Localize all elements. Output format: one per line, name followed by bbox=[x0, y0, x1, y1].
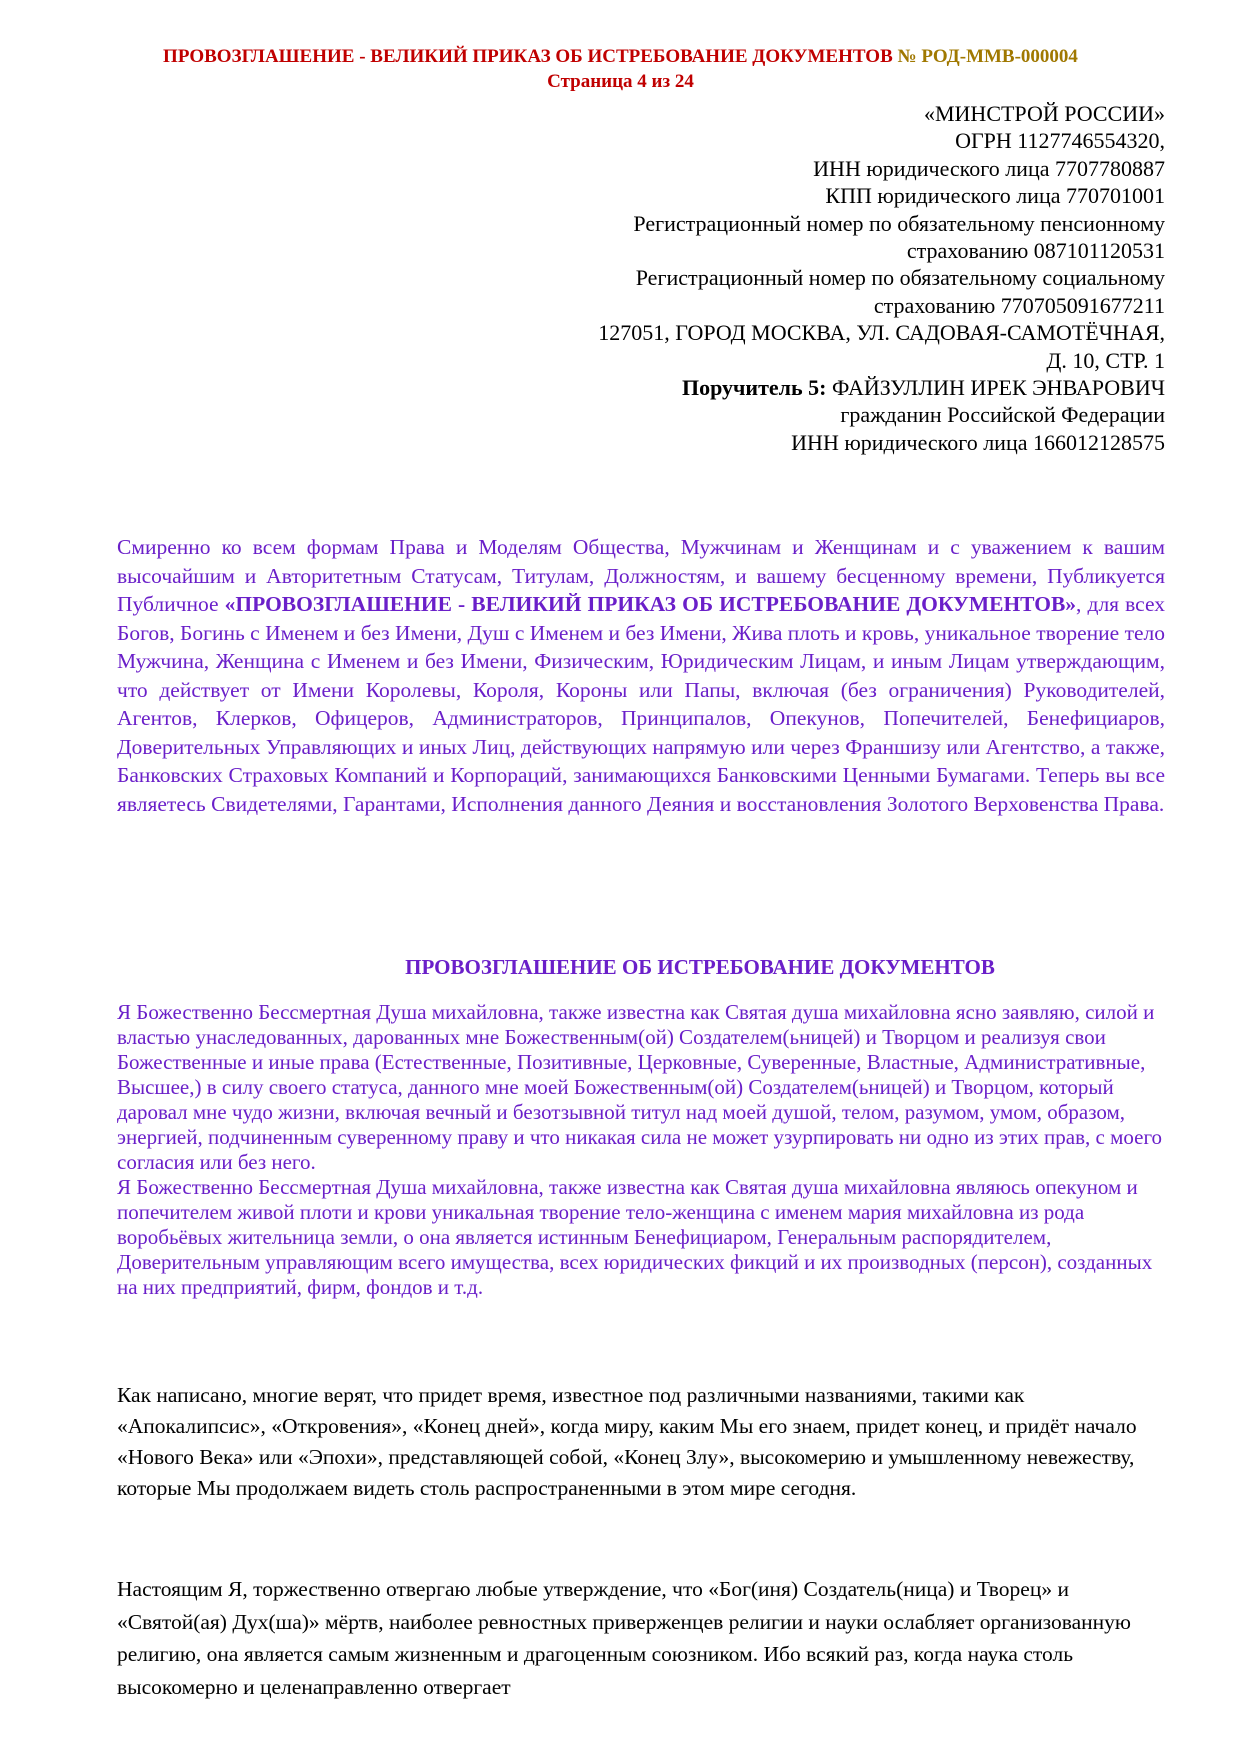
guarantor-detail: ИНН юридического лица 166012128575 bbox=[791, 429, 1165, 455]
addressee-line: ОГРН 1127746554320, bbox=[955, 128, 1165, 154]
page-indicator: Страница 4 из 24 bbox=[547, 71, 694, 92]
addressee-block bbox=[420, 100, 1165, 456]
document-number: № РОД-ММВ-000004 bbox=[897, 46, 1078, 67]
guarantor-detail: гражданин Российской Федерации bbox=[840, 402, 1165, 428]
intro-bold-title: «ПРОВОЗГЛАШЕНИЕ - ВЕЛИКИЙ ПРИКАЗ ОБ ИСТРЕБОВАНИЕ ДОКУМЕНТОВ» bbox=[224, 592, 1077, 616]
guarantor-name: ФАЙЗУЛЛИН ИРЕК ЭНВАРОВИЧ bbox=[831, 375, 1165, 401]
addressee-line: ИНН юридического лица 7707780887 bbox=[813, 155, 1165, 181]
intro-paragraph bbox=[117, 533, 1165, 818]
addressee-line: Регистрационный номер по обязательному пенсионному bbox=[633, 210, 1165, 236]
body-paragraph: Настоящим Я, торжественно отвергаю любые утверждение, что «Бог(иня) Создатель(ница) и Творец» и «Святой(ая) Дух(ша)» мёртв, наиболее ревностных приверженцев религии и науки ослабляет организованную религию, она является самым жизненным и драгоценным союзником. Ибо всякий раз, когда наука столь высокомерно и целенаправленно отвергает bbox=[117, 1577, 1131, 1699]
guarantor-label: Поручитель 5: bbox=[681, 375, 827, 401]
addressee-line: «МИНСТРОЙ РОССИИ» bbox=[923, 101, 1165, 126]
addressee-line: страхованию 770705091677211 bbox=[873, 292, 1165, 318]
addressee-line: КПП юридического лица 770701001 bbox=[825, 183, 1165, 209]
document-header bbox=[0, 44, 1241, 94]
body-paragraph: Как написано, многие верят, что придет время, известное под различными названиями, такими как «Апокалипсис», «Откровения», «Конец дней», когда миру, каким Мы его знаем, придет конец, и придёт начало «Нового Века» или «Эпохи», представляющей собой, «Конец Злу», высокомерию и умышленному невежеству, которые Мы продолжаем видеть столь распространенными в этом мире сегодня. bbox=[117, 1383, 1137, 1500]
guarantor-line bbox=[420, 374, 1165, 401]
declaration-paragraph: Я Божественно Бессмертная Душа михайловна, также известна как Святая душа михайловна являюсь опекуном и попечителем живой плоти и крови уникальная творение тело-женщина с именем мария михайловна из рода воробьёвых жительница земли, о она является истинным Бенефициаром, Генеральным распорядителем, Доверительным управляющим всего имущества, всех юридических фикций и их производных (персон), созданных на них предприятий, фирм, фондов и т.д. bbox=[117, 1175, 1153, 1299]
intro-text-end: , для всех Богов, Богинь с Именем и без Имени, Душ с Именем и без Имени, Жива плоть и кровь, уникальное творение тело Мужчина, Женщина с Именем и без Имени, Физическим, Юридическим Лицам, и иным Лицам утверждающим, что действует от Имени Королевы, Короля, Короны или Папы, включая (без ограничения) Руководителей, Агентов, Клерков, Офицеров, Администраторов, Принципалов, Опекунов, Попечителей, Бенефициаров, Доверительных Управляющих и иных Лиц, действующих напрямую или через Франшизу или Агентство, а также, Банковских Страховых Компаний и Корпораций, занимающихся Банковскими Ценными Бумагами. Теперь вы все являетесь Свидетелями, Гарантами, Исполнения данного Деяния и восстановления Золотого Верховенства Права. bbox=[117, 592, 1165, 816]
declaration-block bbox=[117, 1000, 1177, 1300]
addressee-line: 127051, ГОРОД МОСКВА, УЛ. САДОВАЯ-САМОТЁЧНАЯ, bbox=[598, 320, 1165, 346]
section-title: ПРОВОЗГЛАШЕНИЕ ОБ ИСТРЕБОВАНИЕ ДОКУМЕНТОВ bbox=[405, 955, 995, 979]
declaration-paragraph: Я Божественно Бессмертная Душа михайловна, также известна как Святая душа михайловна ясно заявляю, силой и властью унаследованных, дарованных мне Божественным(ой) Создателем(ьницей) и Творцом и реализуя свои Божественные и иные права (Естественные, Позитивные, Церковные, Суверенные, Властные, Административные, Высшее,) в силу своего статуса, данного мне моей Божественным(ой) Создателем(ьницей) и Творцом, который даровал мне чудо жизни, включая вечный и безотзывной титул над моей душой, телом, разумом, умом, образом, энергией, подчиненным суверенному праву и что никакая сила не может узурпировать ни одно из этих прав, с моего согласия или без него. bbox=[117, 1000, 1163, 1174]
intro-text-start: Смиренно ко всем формам Права и Моделям Общества, Мужчинам и Женщинам и с уважением к вашим высочайшим и Авторитетным Статусам, Титулам, Должностям, и вашему бесценному времени, Публикуется Публичное bbox=[117, 535, 1165, 616]
addressee-line: Д. 10, СТР. 1 bbox=[1046, 347, 1165, 373]
addressee-line: Регистрационный номер по обязательному социальному bbox=[635, 265, 1165, 291]
document-title: ПРОВОЗГЛАШЕНИЕ - ВЕЛИКИЙ ПРИКАЗ ОБ ИСТРЕБОВАНИЕ ДОКУМЕНТОВ bbox=[163, 46, 893, 67]
addressee-line: страхованию 087101120531 bbox=[906, 238, 1165, 264]
